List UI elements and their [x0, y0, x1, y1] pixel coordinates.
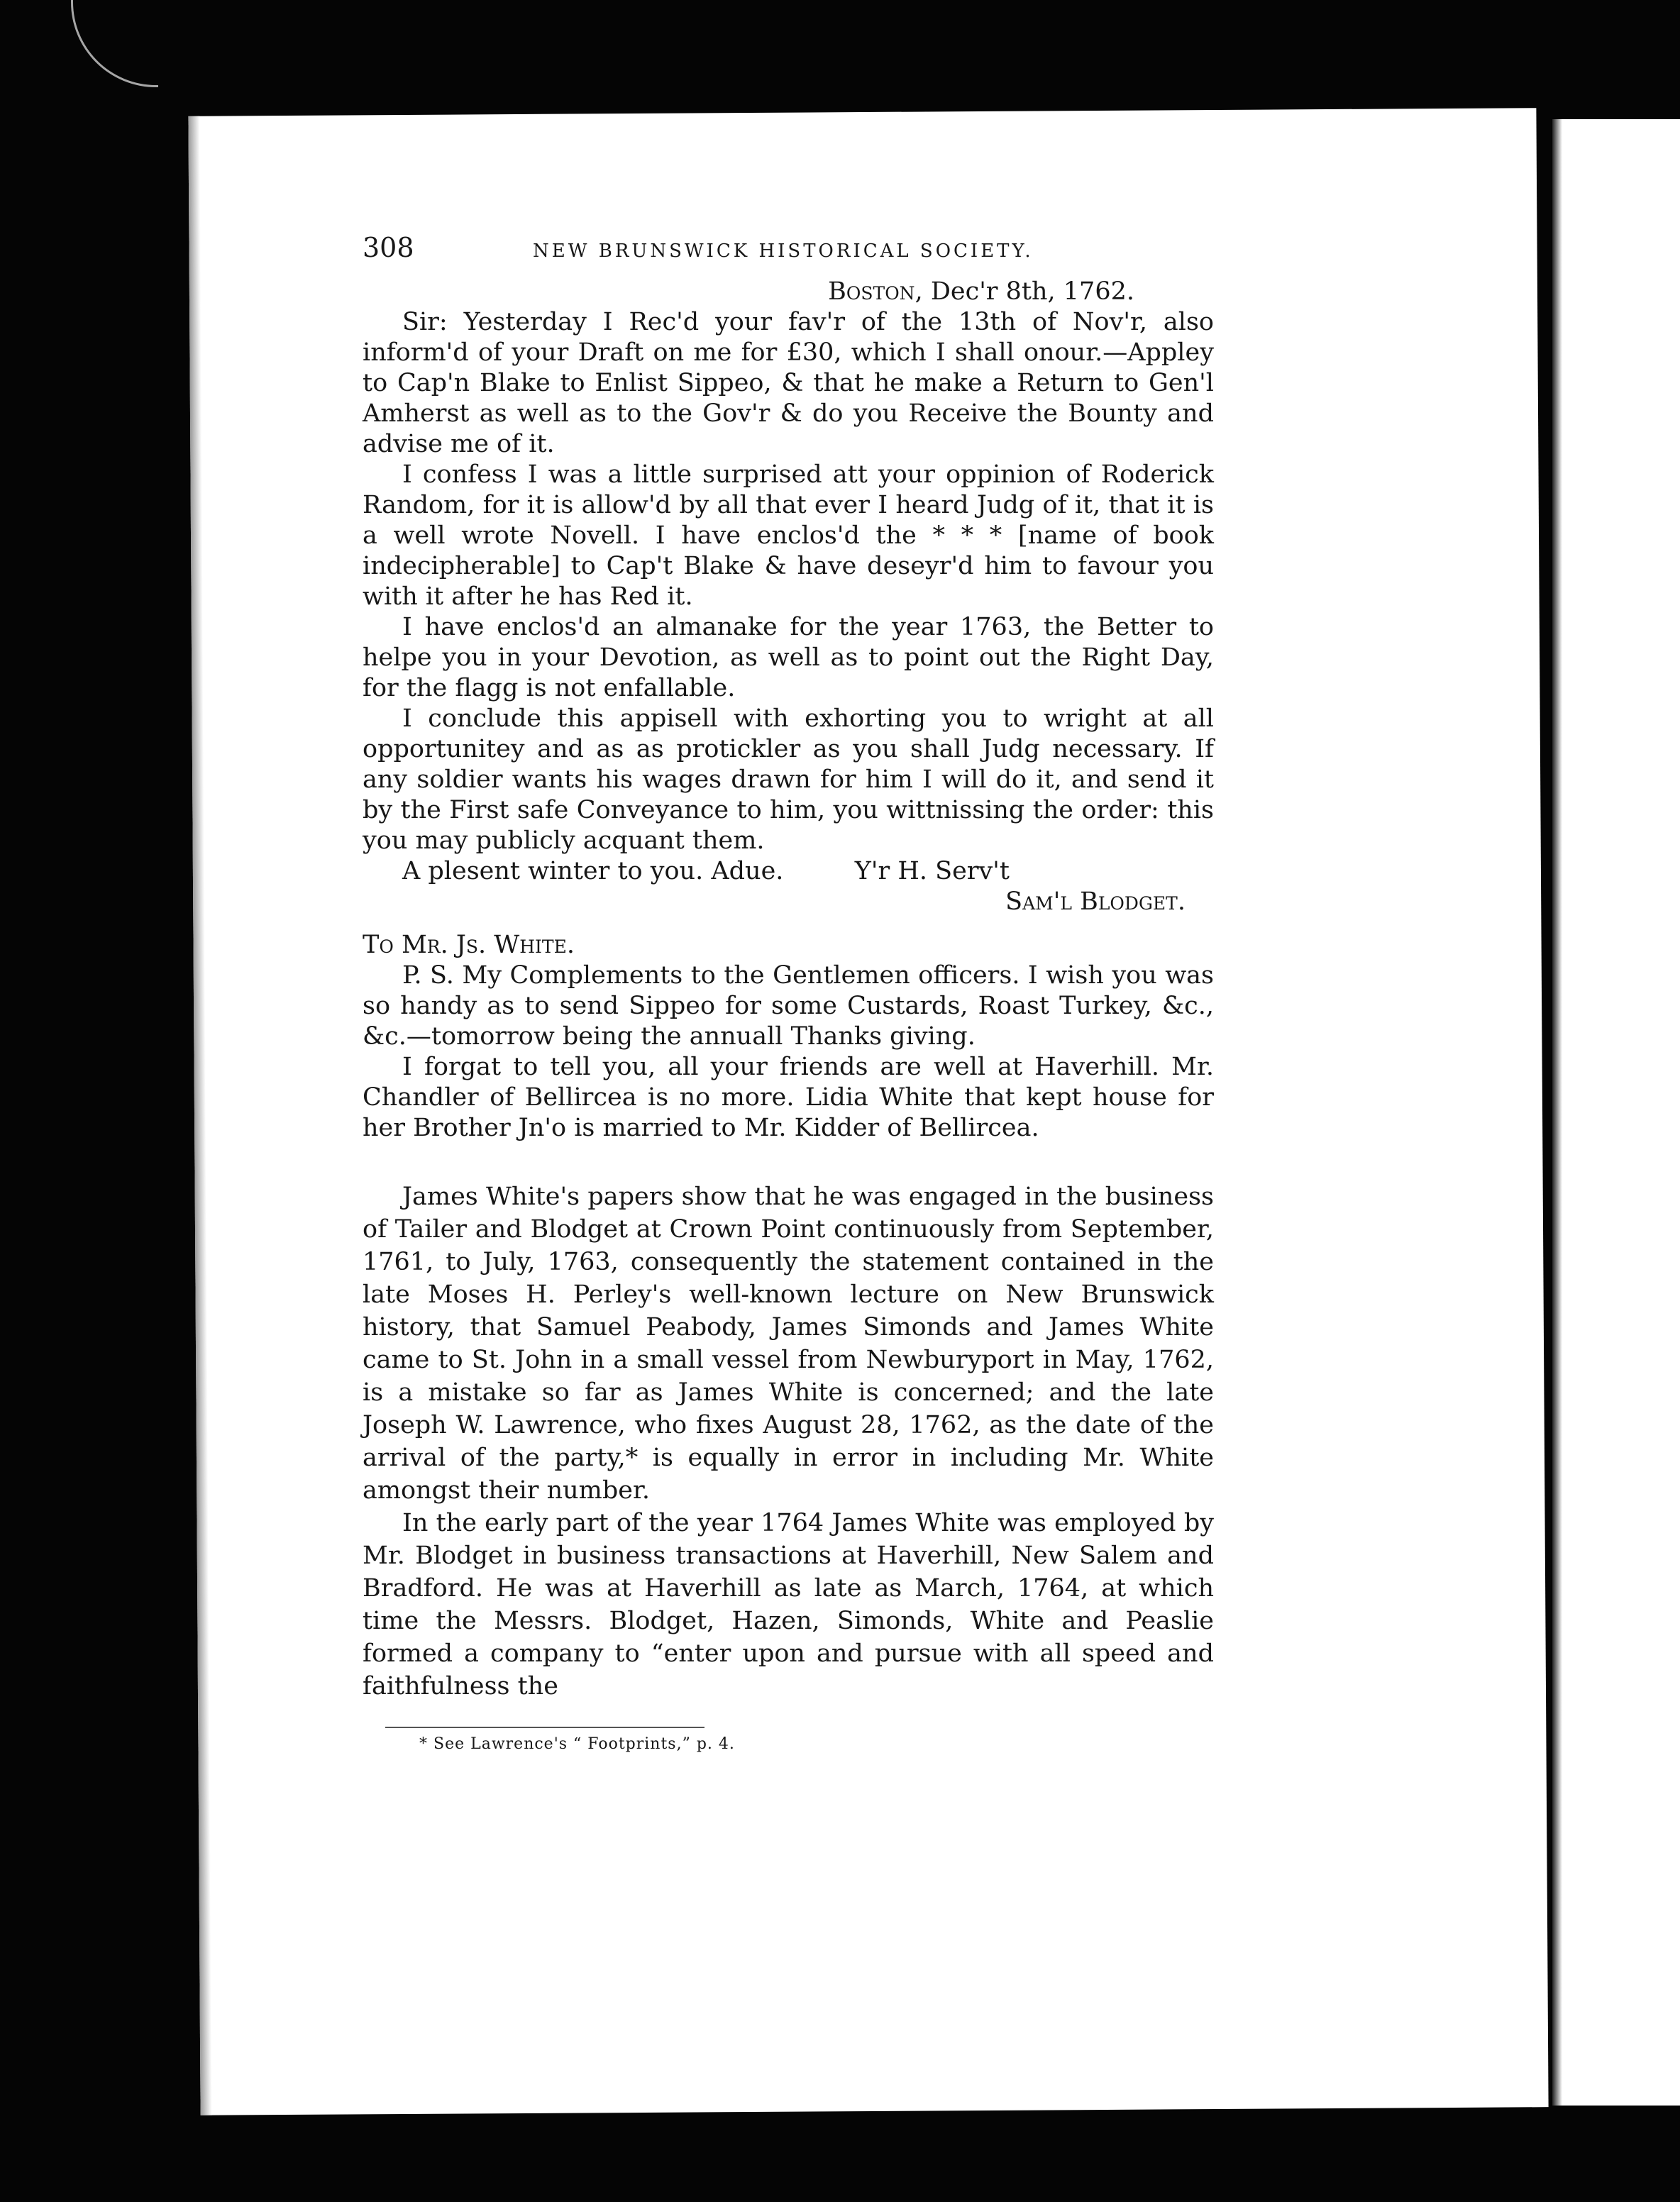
letter-closing: A plesent winter to you. Adue.	[402, 857, 784, 885]
letter-addressee: To Mr. Js. White.	[363, 931, 575, 959]
signature: Sam'l Blodget.	[1005, 887, 1186, 916]
footnote: * See Lawrence's “ Footprints,” p. 4.	[419, 1735, 735, 1753]
dateline-date: , Dec'r 8th, 1762.	[914, 277, 1134, 306]
page-edge-shadow	[188, 116, 211, 2115]
body-paragraph: In the early part of the year 1764 James White was employed by Mr. Blodget in business transactions at Haverhill, New Salem and Bradford. He was at Haverhill as late as March, 1764, at which time the Messrs. Blodget, Hazen, Simonds, White and Peaslie formed a company to “enter upon and pursue with all speed and faithfulness the	[363, 1509, 1214, 1700]
facing-page-edge	[1552, 119, 1680, 2106]
letter-paragraph: I confess I was a little surprised att your oppinion of Roderick Random, for it is allow'd by all that ever I heard Judg of it, that it is a well wrote Novell. I have enclos'd the * * * [name of book indecipherable] to Cap't Blake & have deseyr'd him to favour you with it after he has Red it.	[363, 460, 1214, 611]
postscript-paragraph: I forgat to tell you, all your friends are well at Haverhill. Mr. Chandler of Bellircea is no more. Lidia White that kept house for her Brother Jn'o is married to Mr. Kidder of Bellircea.	[363, 1053, 1214, 1142]
footnote-rule	[385, 1727, 704, 1728]
letter-dateline	[363, 277, 1214, 307]
letter-paragraph: I have enclos'd an almanake for the year 1763, the Better to helpe you in your Devotion, as well as to point out the Right Day, for the flagg is not enfallable.	[363, 613, 1214, 702]
scan-artifact	[71, 0, 158, 87]
letter-paragraph: Sir: Yesterday I Rec'd your fav'r of the 13th of Nov'r, also inform'd of your Draft on me for £30, which I shall onour.—Appley to Cap'n Blake to Enlist Sippeo, & that he make a Return to Gen'l Amherst as well as to the Gov'r & do you Receive the Bounty and advise me of it.	[363, 308, 1214, 458]
servant-line: Y'r H. Serv't	[854, 857, 1010, 885]
page-content	[363, 233, 1214, 1755]
running-head-title: NEW BRUNSWICK HISTORICAL SOCIETY.	[533, 240, 1034, 262]
book-gutter	[1552, 119, 1562, 2106]
dateline-place: Boston	[828, 277, 915, 306]
spacer	[363, 1144, 1214, 1180]
running-head	[363, 233, 1214, 275]
letter-paragraph: I conclude this appisell with exhorting you to wright at all opportunitey and as as protickler as you shall Judg necessary. If any soldier wants his wages drawn for him I will do it, and send it by the First safe Conveyance to him, you wittnissing the order: this you may publicly acquant them.	[363, 704, 1214, 855]
postscript-paragraph: P. S. My Complements to the Gentlemen officers. I wish you was so handy as to send Sippeo for some Custards, Roast Turkey, &c., &c.—tomorrow being the annuall Thanks giving.	[363, 961, 1214, 1051]
body-paragraph: James White's papers show that he was engaged in the business of Tailer and Blodget at Crown Point continuously from September, 1761, to July, 1763, consequently the statement contained in the late Moses H. Perley's well-known lecture on New Brunswick history, that Samuel Peabody, James Simonds and James White came to St. John in a small vessel from Newburyport in May, 1762, is a mistake so far as James White is concerned; and the late Joseph W. Lawrence, who fixes August 28, 1762, as the date of the arrival of the party,* is equally in error in including Mr. White amongst their number.	[363, 1183, 1214, 1505]
page-number: 308	[363, 232, 414, 263]
spacer	[363, 917, 1214, 930]
